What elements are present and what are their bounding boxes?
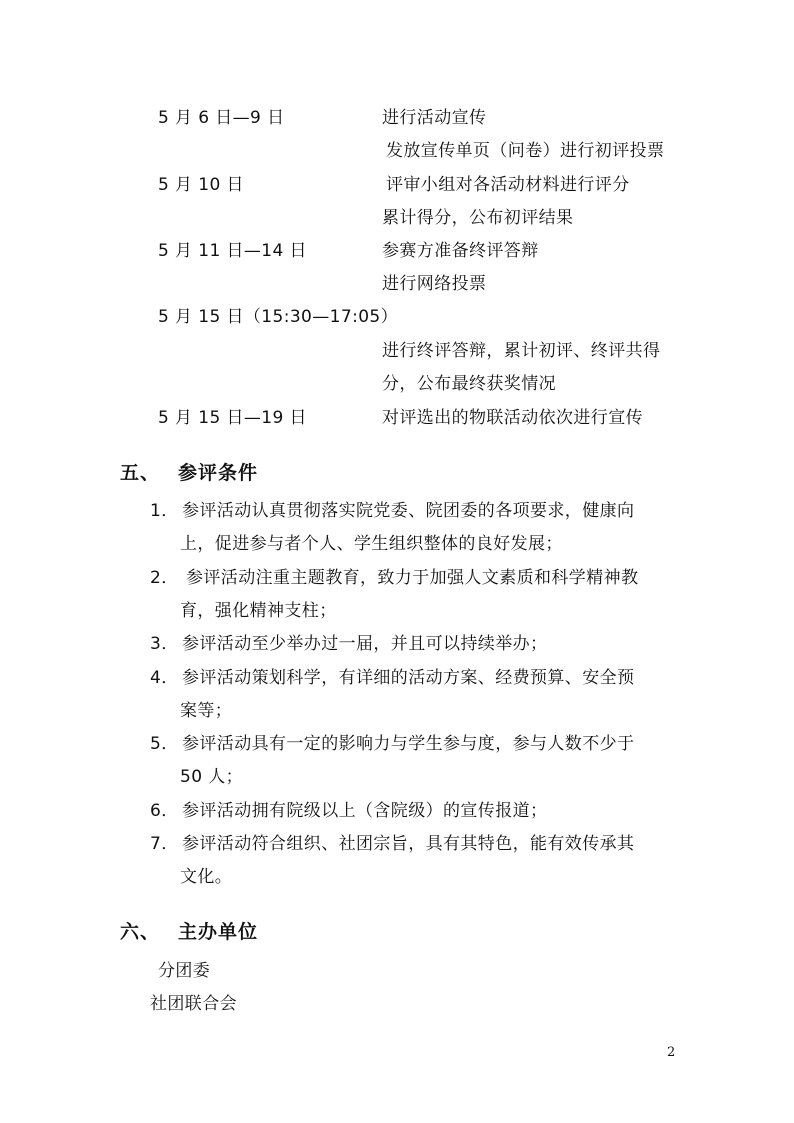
criteria-3-line-1: 参评活动至少举办过一届，并且可以持续举办； bbox=[182, 634, 548, 654]
organizer-2: 社团联合会 bbox=[150, 994, 237, 1014]
criteria-5-line-2: 50 人； bbox=[180, 767, 244, 787]
criteria-2-line-1: 参评活动注重主题教育，致力于加强人文素质和科学精神教 bbox=[186, 568, 639, 588]
criteria-4-number: 4． bbox=[150, 668, 179, 688]
schedule-date-3: 5 月 11 日—14 日 bbox=[158, 241, 307, 261]
schedule-desc-2b: 累计得分，公布初评结果 bbox=[382, 208, 574, 228]
schedule-desc-4b: 分，公布最终获奖情况 bbox=[382, 374, 556, 394]
section-5-number: 五、 bbox=[120, 462, 161, 484]
criteria-2-line-2: 育，强化精神支柱； bbox=[180, 601, 337, 621]
schedule-desc-1b: 发放宣传单页（问卷）进行初评投票 bbox=[386, 141, 665, 161]
schedule-date-1: 5 月 6 日—9 日 bbox=[158, 108, 285, 128]
schedule-desc-1a: 进行活动宣传 bbox=[382, 108, 487, 128]
section-6-number: 六、 bbox=[120, 921, 161, 943]
criteria-5-line-1: 参评活动具有一定的影响力与学生参与度，参与人数不少于 bbox=[182, 734, 635, 754]
section-5-title: 参评条件 bbox=[178, 462, 259, 484]
criteria-3-number: 3． bbox=[150, 634, 179, 654]
schedule-desc-3a: 参赛方准备终评答辩 bbox=[382, 241, 539, 261]
section-6-title: 主办单位 bbox=[178, 921, 259, 943]
organizer-1: 分团委 bbox=[158, 961, 211, 981]
criteria-2-number: 2． bbox=[150, 568, 179, 588]
criteria-7-line-1: 参评活动符合组织、社团宗旨，具有其特色，能有效传承其 bbox=[182, 834, 635, 854]
criteria-4-line-2: 案等； bbox=[180, 701, 233, 721]
criteria-1-line-1: 参评活动认真贯彻落实院党委、院团委的各项要求，健康向 bbox=[182, 501, 635, 521]
schedule-desc-3b: 进行网络投票 bbox=[382, 274, 487, 294]
criteria-1-number: 1． bbox=[150, 501, 179, 521]
criteria-7-number: 7． bbox=[150, 834, 179, 854]
page-number: 2 bbox=[667, 1045, 676, 1060]
criteria-7-line-2: 文化。 bbox=[180, 867, 233, 887]
schedule-date-5: 5 月 15 日—19 日 bbox=[158, 408, 307, 428]
criteria-6-line-1: 参评活动拥有院级以上（含院级）的宣传报道； bbox=[182, 801, 548, 821]
schedule-desc-4a: 进行终评答辩，累计初评、终评共得 bbox=[382, 341, 661, 361]
criteria-4-line-1: 参评活动策划科学，有详细的活动方案、经费预算、安全预 bbox=[182, 668, 635, 688]
schedule-desc-2a: 评审小组对各活动材料进行评分 bbox=[386, 175, 630, 195]
schedule-date-2: 5 月 10 日 bbox=[158, 175, 244, 195]
schedule-date-4: 5 月 15 日（15:30—17:05） bbox=[158, 307, 399, 327]
criteria-5-number: 5． bbox=[150, 734, 179, 754]
criteria-6-number: 6． bbox=[150, 801, 179, 821]
criteria-1-line-2: 上，促进参与者个人、学生组织整体的良好发展； bbox=[180, 534, 563, 554]
schedule-desc-5a: 对评选出的物联活动依次进行宣传 bbox=[382, 408, 643, 428]
